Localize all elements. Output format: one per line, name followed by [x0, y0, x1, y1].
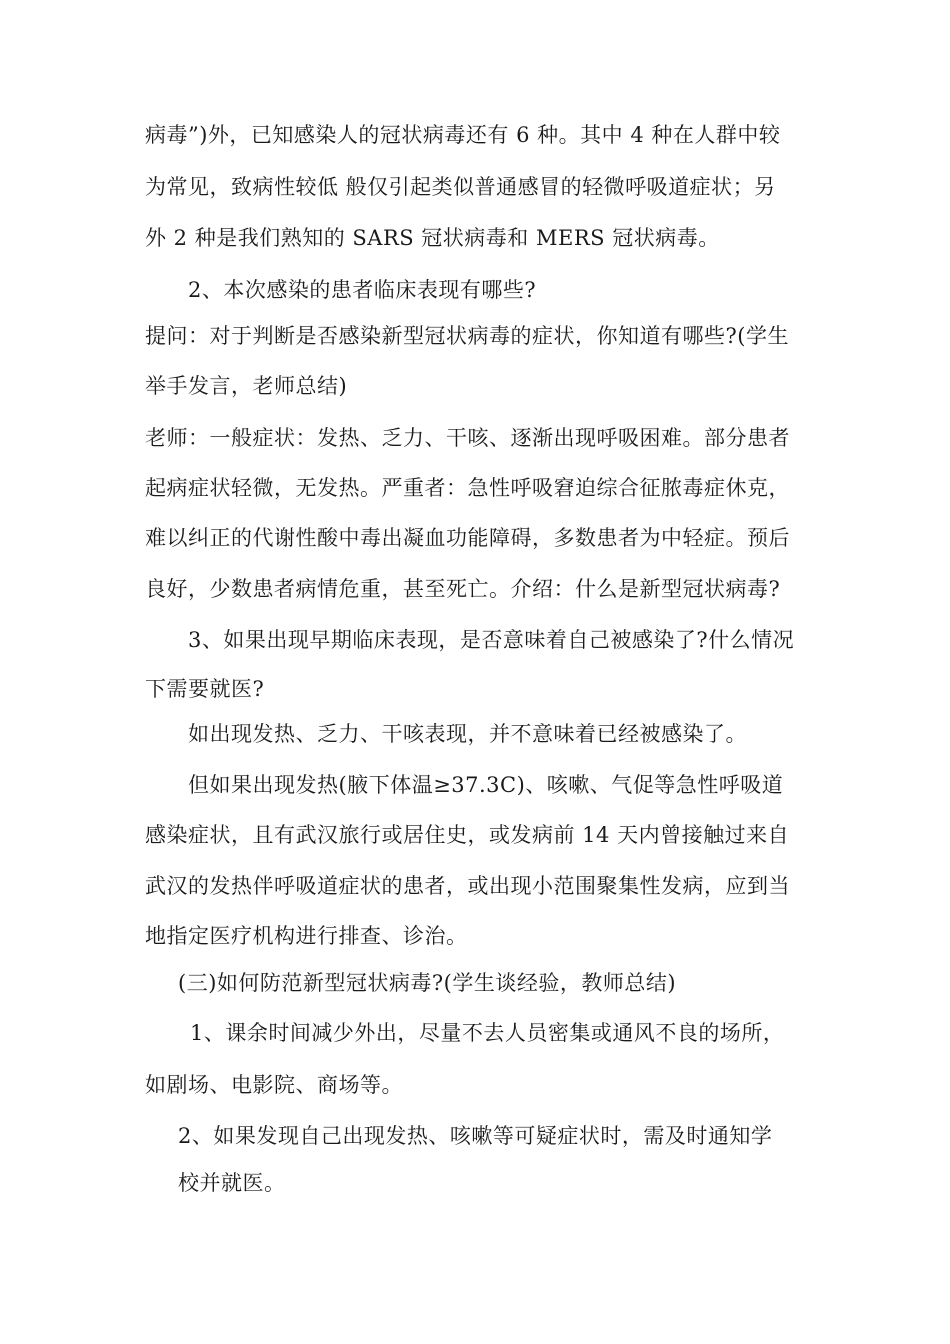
- text-line: 起病症状轻微，无发热。严重者：急性呼吸窘迫综合征脓毒症休克，: [145, 476, 790, 500]
- text-line: 下需要就医?: [145, 677, 265, 701]
- text-line: 如剧场、电影院、商场等。: [145, 1073, 403, 1097]
- text-line: 老师：一般症状：发热、乏力、干咳、逐渐出现呼吸困难。部分患者: [145, 426, 790, 450]
- text-line: 但如果出现发热(腋下体温≥37.3C)、咳嗽、气促等急性呼吸道: [188, 773, 784, 797]
- text-line: 病毒”)外，已知感染人的冠状病毒还有 6 种。其中 4 种在人群中较: [145, 123, 781, 147]
- text-line: 地指定医疗机构进行排查、诊治。: [145, 924, 468, 948]
- text-line: 如出现发热、乏力、干咳表现，并不意味着已经被感染了。: [188, 722, 747, 746]
- text-line: 提问：对于判断是否感染新型冠状病毒的症状，你知道有哪些?(学生: [145, 324, 789, 348]
- text-line: 武汉的发热伴呼吸道症状的患者，或出现小范围聚集性发病，应到当: [145, 874, 790, 898]
- section-heading: (三)如何防范新型冠状病毒?(学生谈经验，教师总结): [178, 971, 677, 995]
- text-line: 外 2 种是我们熟知的 SARS 冠状病毒和 MERS 冠状病毒。: [145, 226, 720, 250]
- text-line: 校并就医。: [178, 1171, 286, 1195]
- section-heading: 3、如果出现早期临床表现，是否意味着自己被感染了?什么情况: [188, 628, 795, 652]
- text-line: 良好，少数患者病情危重，甚至死亡。介绍：什么是新型冠状病毒?: [145, 577, 781, 601]
- text-line: 为常见，致病性较低 般仅引起类似普通感冒的轻微呼吸道症状；另: [145, 175, 776, 199]
- text-line: 1、课余时间减少外出，尽量不去人员密集或通风不良的场所，: [190, 1021, 785, 1045]
- section-heading: 2、本次感染的患者临床表现有哪些?: [188, 278, 537, 302]
- text-line: 感染症状，且有武汉旅行或居住史，或发病前 14 天内曾接触过来自: [145, 823, 790, 847]
- text-line: 2、如果发现自己出现发热、咳嗽等可疑症状时，需及时通知学: [178, 1124, 773, 1148]
- text-line: 举手发言，老师总结): [145, 374, 348, 398]
- text-line: 难以纠正的代谢性酸中毒出凝血功能障碍，多数患者为中轻症。预后: [145, 526, 790, 550]
